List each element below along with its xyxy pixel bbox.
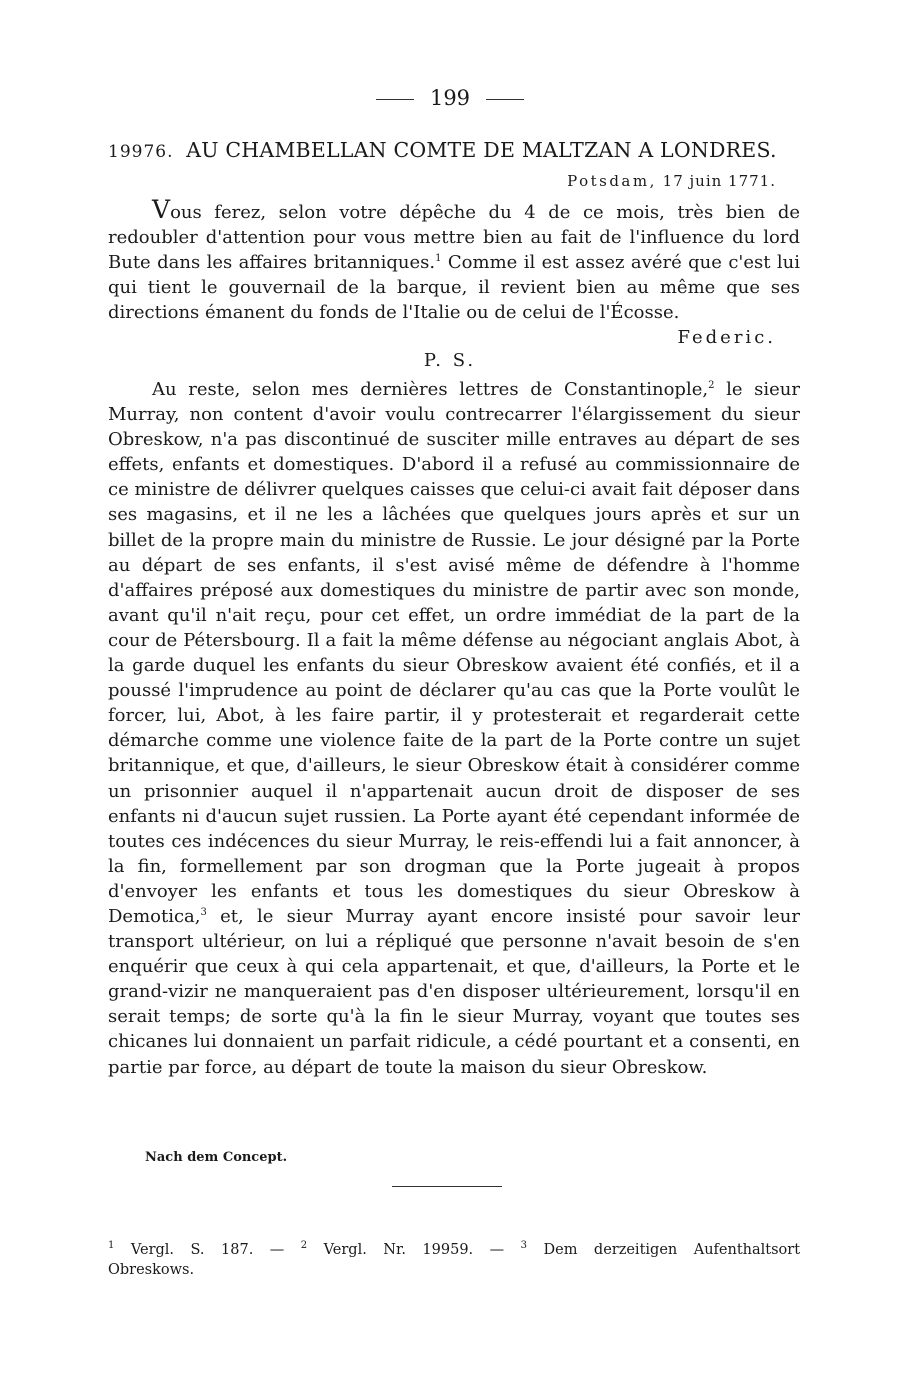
dateline-place: Potsdam,	[567, 172, 657, 190]
dateline-date: 17 juin 1771.	[662, 172, 776, 190]
footnote-3b: Obreskows.	[108, 1262, 195, 1278]
initial-letter: V	[152, 195, 171, 224]
footnote-marker-1: 1	[108, 1240, 115, 1252]
page-number-dash-left	[376, 99, 414, 100]
paragraph-2-text-a: Au reste, selon mes dernières lettres de Constantinople,	[152, 379, 709, 400]
paragraph-1-text-a: ous ferez, selon votre dépêche du 4 de ce mois, très bien de redoubler d'attention pour vous mettre bien au fait de l'influence du lord Bute dans les affaires britanniques.	[108, 202, 800, 274]
page-number-line	[0, 86, 900, 110]
footnote-3a: Dem derzeitigen Aufenthaltsort	[543, 1242, 801, 1258]
paragraph-2-text-c: et, le sieur Murray ayant encore insisté pour savoir leur transport ultérieur, on lui a répliqué que personne n'avait besoin de s'en enquérir que ceux à qui cela appartenait, et que, d'ailleurs, la Porte et le grand-vizir ne manqueraient pas d'en disposer ultérieurement, lorsqu'il en serait temps; de sorte qu'à la fin le sieur Murray, voyant que toutes ses chicanes lui donnaient un parfait ridicule, a cédé pourtant et a consenti, en partie par force, au départ de toute la maison du sieur Obreskow.	[108, 905, 800, 1078]
postscript-heading: P. S.	[423, 350, 477, 371]
footnote-marker-3: 3	[520, 1240, 527, 1252]
page-number-dash-right	[486, 99, 524, 100]
letter-body-paragraph-2	[108, 377, 800, 1080]
footnotes	[108, 1240, 800, 1280]
footnote-2: Vergl. Nr. 19959. —	[323, 1242, 505, 1258]
footnote-ref-3[interactable]: 3	[200, 906, 207, 918]
letter-body-paragraph-1	[108, 197, 800, 325]
dateline	[567, 172, 776, 190]
footnote-ref-1[interactable]: 1	[435, 253, 442, 265]
paragraph-2-text-b: le sieur Murray, non content d'avoir voulu contrecarrer l'élargissement du sieur Obreskow, n'a pas discontinué de susciter mille entraves au départ de ses effets, enfants et domestiques. D'abord il a refusé au commissionnaire de ce ministre de délivrer quelques caisses que celui-ci avait fait déposer dans ses magasins, et il ne les a lâchées que quelques jours après et sur un billet de la propre main du ministre de Russie. Le jour désigné par la Porte au départ de ses enfants, il s'est avisé même de défendre à l'homme d'affaires préposé aux domestiques du ministre de partir avec son monde, avant qu'il n'ait reçu, pour cet effet, un ordre immédiat de la part de la cour de Pétersbourg. Il a fait la même défense au négociant anglais Abot, à la garde duquel les enfants du sieur Obreskow avaient été confiés, et il a poussé l'imprudence au point de déclarer qu'au cas que la Porte voulût le forcer, lui, Abot, à les faire partir, il y protesterait et regarderait cette démarche comme une violence faite de la part de la Porte contre un sujet britannique, et que, d'ailleurs, le sieur Obreskow était à considérer comme un prisonnier auquel il n'appartenait aucun droit de disposer de ses enfants ni d'aucun sujet russien. La Porte ayant été cependant informée de toutes ces indécences du sieur Murray, le reis-effendi lui a fait annoncer, à la fin, formellement par son drogman que la Porte jugeait à propos d'envoyer les enfants et tous les domestiques du sieur Obreskow à Demotica,	[108, 379, 800, 927]
source-note: Nach dem Concept.	[145, 1150, 288, 1165]
signature: Federic.	[677, 327, 776, 348]
footnote-separator	[392, 1186, 502, 1187]
footnote-marker-2: 2	[300, 1240, 308, 1252]
page-number: 199	[429, 86, 471, 110]
footnote-ref-2[interactable]: 2	[708, 380, 715, 391]
footnote-1: Vergl. S. 187. —	[130, 1242, 285, 1258]
letter-title: AU CHAMBELLAN COMTE DE MALTZAN A LONDRES.	[186, 138, 777, 162]
letter-number: 19976.	[108, 142, 174, 162]
letter-heading	[108, 138, 802, 162]
paragraph-1-text-b: Comme il est assez avéré que c'est lui qui tient le gouvernail de la barque, il revient bien au même que ses directions émanent du fonds de l'Italie ou de celui de l'Écosse.	[108, 252, 800, 324]
